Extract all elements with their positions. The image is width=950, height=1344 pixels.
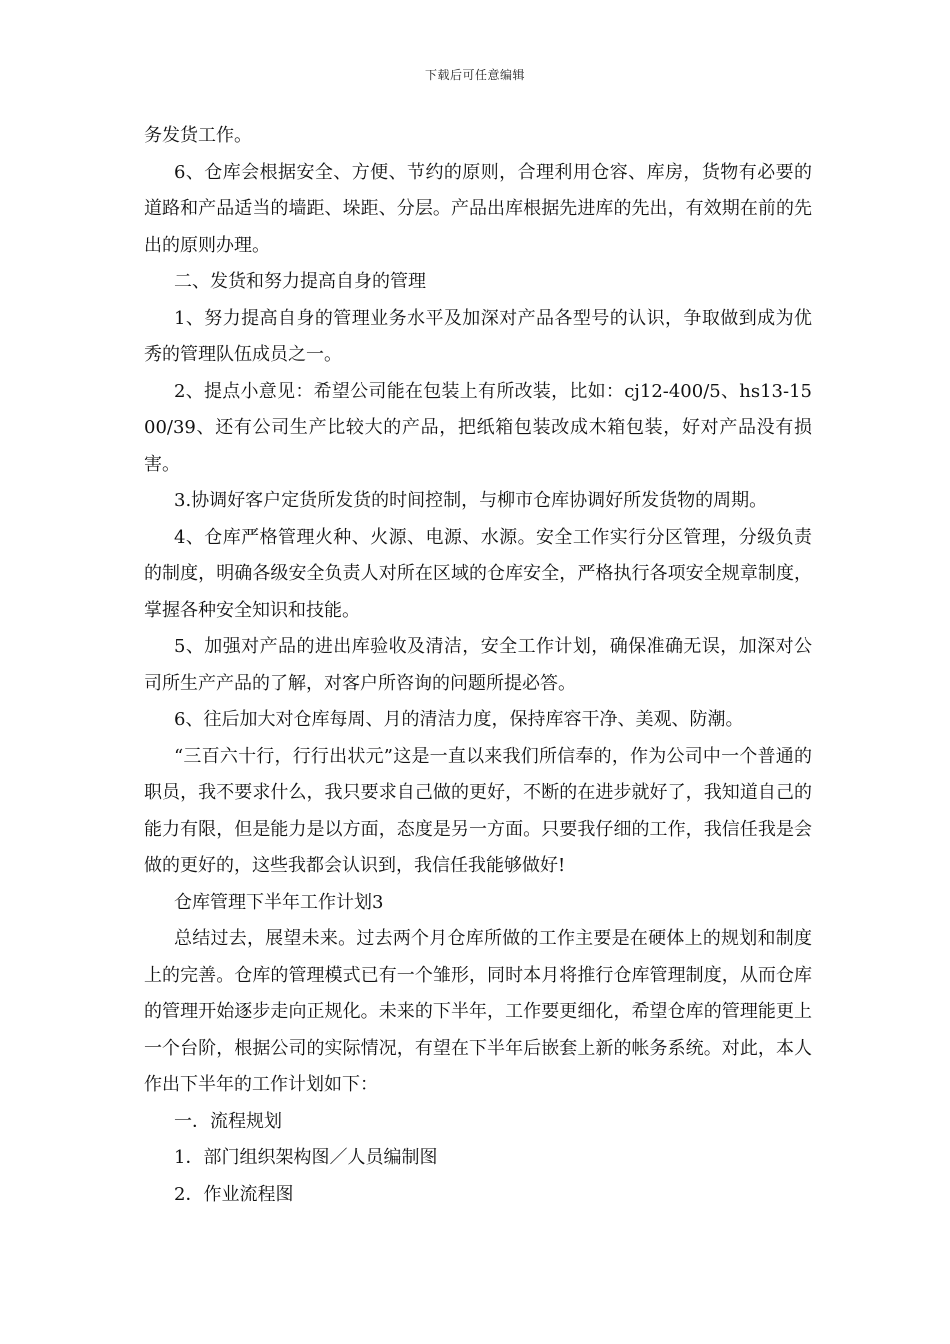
paragraph: 5、加强对产品的进出库验收及清洁，安全工作计划，确保准确无误，加深对公司所生产产品的了解，对客户所咨询的问题所提必答。: [144, 636, 812, 694]
paragraph: 6、仓库会根据安全、方便、节约的原则，合理利用仓容、库房，货物有必要的道路和产品适当的墙距、垛距、分层。产品出库根据先进库的先出，有效期在前的先出的原则办理。: [144, 161, 812, 256]
list-item: 2．作业流程图: [174, 1183, 294, 1205]
paragraph: 1、努力提高自身的管理业务水平及加深对产品各型号的认识，争取做到成为优秀的管理队伍成员之一。: [144, 307, 812, 365]
paragraph: 3.协调好客户定货所发货的时间控制，与柳市仓库协调好所发货物的周期。: [174, 490, 768, 511]
paragraph: 总结过去，展望未来。过去两个月仓库所做的工作主要是在硬体上的规划和制度上的完善。仓库的管理模式已有一个雏形，同时本月将推行仓库管理制度，从而仓库的管理开始逐步走向正规化。未来的下半年，工作要更细化，希望仓库的管理能更上一个台阶，根据公司的实际情况，有望在下半年后嵌套上新的帐务系统。对此，本人作出下半年的工作计划如下：: [144, 928, 812, 1095]
paragraph: 4、仓库严格管理火种、火源、电源、水源。安全工作实行分区管理，分级负责的制度，明确各级安全负责人对所在区域的仓库安全，严格执行各项安全规章制度，掌握各种安全知识和技能。: [144, 526, 812, 621]
paragraph: 2、提点小意见：希望公司能在包装上有所改装，比如：cj12-400/5、hs13-1500/39、还有公司生产比较大的产品，把纸箱包装改成木箱包装，好对产品没有损害。: [144, 380, 812, 475]
section-title: 仓库管理下半年工作计划3: [174, 891, 384, 913]
section-heading: 二、发货和努力提高自身的管理: [174, 271, 426, 292]
page-header: 下载后可任意编辑: [424, 68, 525, 82]
list-heading: 一．流程规划: [174, 1110, 282, 1132]
paragraph: 6、往后加大对仓库每周、月的清洁力度，保持库容干净、美观、防潮。: [174, 709, 744, 730]
paragraph: 务发货工作。: [144, 125, 252, 146]
list-item: 1．部门组织架构图／人员编制图: [174, 1147, 438, 1168]
paragraph: “三百六十行，行行出状元”这是一直以来我们所信奉的，作为公司中一个普通的职员，我不要求什么，我只要求自己做的更好，不断的在进步就好了，我知道自己的能力有限，但是能力是以方面，态度是另一方面。只要我仔细的工作，我信任我是会做的更好的，这些我都会认识到，我信任我能够做好!: [144, 745, 812, 876]
document-body: [144, 118, 812, 1213]
